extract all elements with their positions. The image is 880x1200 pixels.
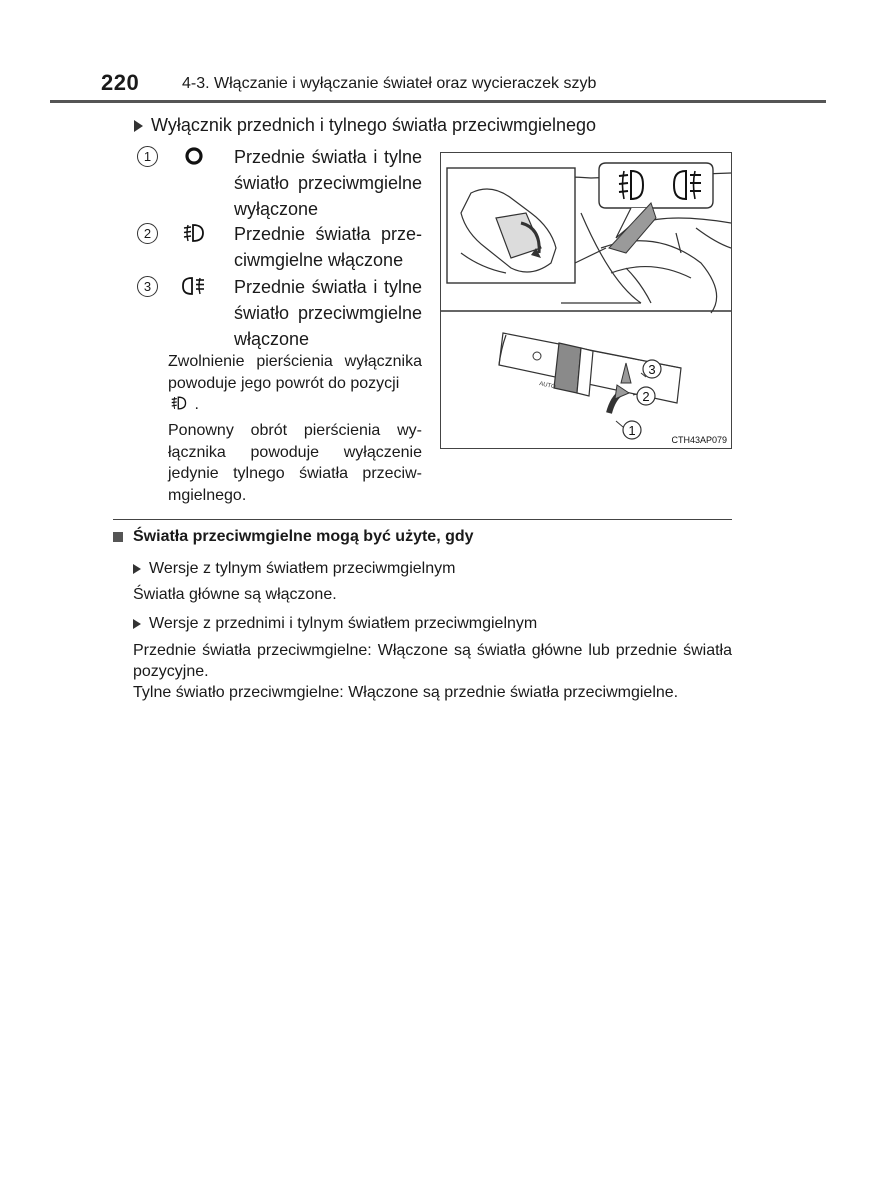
list-item <box>137 144 427 219</box>
lever-label-auto: AUTO <box>538 381 557 391</box>
triangle-bullet-icon <box>134 120 143 132</box>
callout-2 <box>637 387 655 405</box>
variant-front-rear-text: Wersje z przednimi i tylnym światłem przeciwmgielnym <box>149 615 538 632</box>
illustration-drawing <box>441 153 732 449</box>
callout-3 <box>643 360 661 378</box>
section-rule <box>113 519 732 520</box>
note-repeat: Ponowny obrót pierścienia wyłącznika powoduje wyłączenie jedynie tylnego światła przeciwmgielnego. <box>168 422 422 504</box>
item-text: Przednie światła i tylne światło przeciwmgielne włączone <box>234 277 422 349</box>
header-rule <box>50 100 826 103</box>
number-circle: 1 <box>137 146 158 167</box>
rear-condition-2: Tylne światło przeciwmgielne: Włączone są przednie światła przeciwmgielne. <box>133 684 679 701</box>
switch-subheading-text: Wyłącznik przednich i tylnego światła przeciwmgielnego <box>151 115 597 135</box>
callout-1 <box>623 421 641 439</box>
callout-1-label: 1 <box>628 423 636 438</box>
note-release <box>168 351 422 416</box>
triangle-bullet-icon <box>133 619 141 629</box>
square-bullet-icon <box>113 532 123 542</box>
lever-closeup <box>499 333 681 427</box>
variant-rear-text: Wersje z tylnym światłem przeciwmgielnym <box>149 560 456 577</box>
front-fog-light-icon <box>181 222 207 244</box>
note-release-text: Zwolnienie pierścienia wyłącznika powoduje jego powrót do pozycji <box>168 353 422 392</box>
front-fog-light-icon <box>168 395 190 411</box>
item-text: Przednie światła przeciwmgielne włączone <box>234 224 422 270</box>
figure-code: CTH43AP079 <box>671 435 727 445</box>
note-release-suffix: . <box>194 396 199 413</box>
number-circle: 2 <box>137 223 158 244</box>
switch-subheading <box>134 115 596 136</box>
front-condition: Przednie światła przeciwmgielne: Włączone są światła główne lub przednie światła pozycyjne. <box>133 642 732 680</box>
indicator-bubble <box>599 163 713 238</box>
triangle-bullet-icon <box>133 564 141 574</box>
switch-illustration <box>440 152 732 449</box>
off-ring-icon <box>181 145 207 167</box>
page-number: 220 <box>101 70 140 95</box>
list-item <box>137 274 427 349</box>
number-circle: 3 <box>137 276 158 297</box>
list-item <box>137 221 427 281</box>
item-text: Przednie światła i tylne światło przeciwmgielne wyłączone <box>234 147 422 219</box>
variant-rear <box>133 558 455 579</box>
fog-usage-heading: Światła przeciwmgielne mogą być użyte, gdy <box>133 528 474 545</box>
rear-fog-light-icon <box>181 275 207 297</box>
callout-3-label: 3 <box>648 362 656 377</box>
section-title: 4-3. Włączanie i wyłączanie świateł oraz wycieraczek szyb <box>182 75 597 92</box>
variant-front-rear <box>133 613 537 634</box>
callout-2-label: 2 <box>642 389 650 404</box>
hand-inset <box>447 168 606 283</box>
rear-condition: Światła główne są włączone. <box>133 586 337 603</box>
